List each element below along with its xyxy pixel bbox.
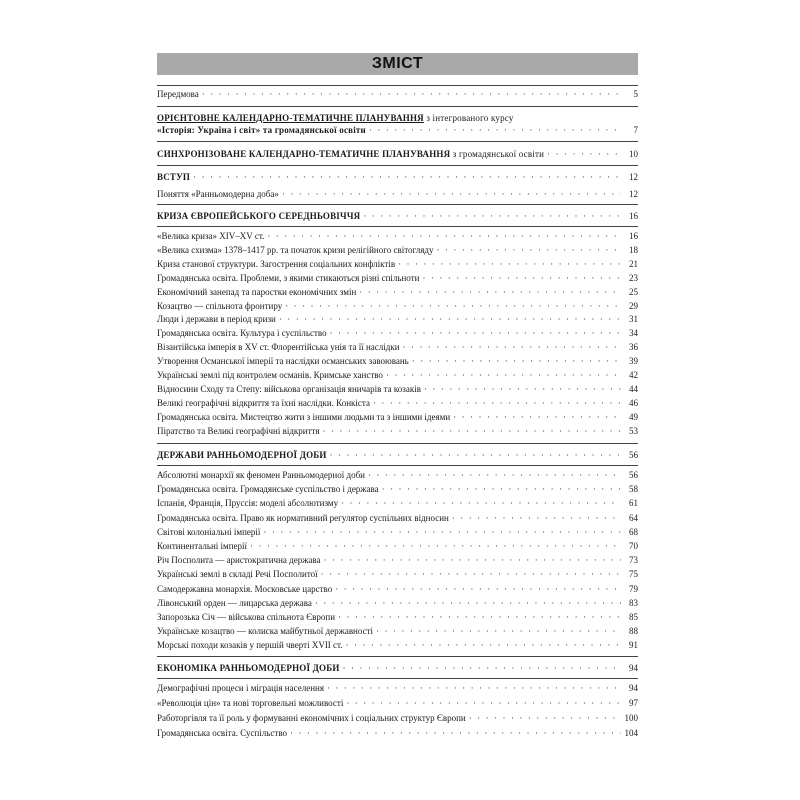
toc-entry[interactable]: Морські походи козаків у першій чверті XVII ст. · · · 91 [157, 640, 638, 651]
toc-section[interactable]: ВСТУП · · · 12 [157, 172, 638, 183]
toc-entry[interactable]: Економічний занепад та паростки економічних змін · · · 25 [157, 287, 638, 298]
page-title: ЗМІСТ [157, 53, 638, 75]
toc-entry[interactable]: Криза станової структури. Загострення соціальних конфліктів · · · 21 [157, 259, 638, 270]
toc-entry[interactable]: Українське козацтво — колиска майбутньої державності · · · 88 [157, 626, 638, 637]
toc-entry[interactable]: Громадянська освіта. Суспільство · · · 104 [157, 728, 638, 739]
toc-entry[interactable]: Візантійська імперія в XV ст. Флорентійська унія та її наслідки · · · 36 [157, 342, 638, 353]
section-divider [157, 226, 638, 227]
title-rule [157, 85, 638, 86]
toc-entry[interactable]: Громадянська освіта. Проблеми, з якими стикаються різні спільноти · · · 23 [157, 273, 638, 284]
toc-entry[interactable]: Відносини Сходу та Степу: військова організація яничарів та козаків · · · 44 [157, 384, 638, 395]
toc-entry[interactable]: Самодержавна монархія. Московське царство · · · 79 [157, 584, 638, 595]
section-divider [157, 204, 638, 205]
toc-entry[interactable]: Річ Посполита — аристократична держава · · · 73 [157, 555, 638, 566]
toc-section[interactable]: ДЕРЖАВИ РАННЬОМОДЕРНОЇ ДОБИ · · · 56 [157, 450, 638, 461]
toc-entry[interactable]: Громадянська освіта. Мистецтво жити з іншими людьми та з іншими ідеями · · · 49 [157, 412, 638, 423]
toc-entry[interactable]: Запорозька Січ — військова спільнота Європи · · · 85 [157, 612, 638, 623]
toc-entry[interactable]: «Велика криза» XIV–XV ст. · · · 16 [157, 231, 638, 242]
toc-entry[interactable]: Люди і держави в період кризи · · · 31 [157, 314, 638, 325]
toc-entry[interactable]: Козацтво — спільнота фронтиру · · · 29 [157, 301, 638, 312]
toc-entry[interactable]: Українські землі в складі Речі Посполитої · · · 75 [157, 569, 638, 580]
toc-section[interactable]: ЕКОНОМІКА РАННЬОМОДЕРНОЇ ДОБИ · · · 94 [157, 663, 638, 674]
section-divider [157, 678, 638, 679]
toc-section[interactable]: СИНХРОНІЗОВАНЕ КАЛЕНДАРНО-ТЕМАТИЧНЕ ПЛАНУВАННЯ з громадянської освіти · · · 10 [157, 149, 638, 160]
toc-entry[interactable]: Лівонський орден — лицарська держава · · · 83 [157, 598, 638, 609]
toc-entry[interactable]: Світові колоніальні імперії · · · 68 [157, 527, 638, 538]
toc-entry[interactable]: Великі географічні відкриття та їхні наслідки. Конкіста · · · 46 [157, 398, 638, 409]
toc-section[interactable]: КРИЗА ЄВРОПЕЙСЬКОГО СЕРЕДНЬОВІЧЧЯ · · · 16 [157, 211, 638, 222]
toc-entry[interactable]: Работоргівля та її роль у формуванні економічних і соціальних структур Європи · · · 100 [157, 713, 638, 724]
toc-entry[interactable]: «Велика схизма» 1378–1417 рр. та початок кризи релігійного світогляду · · · 18 [157, 245, 638, 256]
toc-entry[interactable]: Абсолютні монархії як феномен Ранньомодерної доби · · · 56 [157, 470, 638, 481]
section-divider [157, 165, 638, 166]
toc-entry[interactable]: Піратство та Великі географічні відкриття · · · 53 [157, 426, 638, 437]
section-divider [157, 141, 638, 142]
toc-entry[interactable]: Громадянська освіта. Право як нормативний регулятор суспільних відносин · · · 64 [157, 513, 638, 524]
toc-entry[interactable]: Континентальні імперії · · · 70 [157, 541, 638, 552]
toc-entry[interactable]: Поняття «Ранньомодерна доба» · · · 12 [157, 189, 638, 200]
section-divider [157, 443, 638, 444]
section-divider [157, 656, 638, 657]
toc-entry[interactable]: Передмова · · · 5 [157, 89, 638, 100]
table-of-contents [157, 53, 638, 738]
toc-entry[interactable]: Демографічні процеси і міграція населення · · · 94 [157, 683, 638, 694]
toc-entry[interactable]: «Революція цін» та нові торговельні можливості · · · 97 [157, 698, 638, 709]
toc-entry[interactable]: Іспанія, Франція, Пруссія: моделі абсолютизму · · · 61 [157, 498, 638, 509]
toc-section-line2[interactable]: «Історія: Україна і світ» та громадянської освіти · · · 7 [157, 125, 638, 136]
toc-entry[interactable]: Громадянська освіта. Громадянське суспільство і держава · · · 58 [157, 484, 638, 495]
toc-entry[interactable]: Утворення Османської імперії та наслідки османських завоювань · · · 39 [157, 356, 638, 367]
toc-section[interactable]: ОРІЄНТОВНЕ КАЛЕНДАРНО-ТЕМАТИЧНЕ ПЛАНУВАННЯ з інтегрованого курсу [157, 113, 514, 123]
toc-entry[interactable]: Громадянська освіта. Культура і суспільство · · · 34 [157, 328, 638, 339]
toc-entry[interactable]: Українські землі під контролем османів. Кримське ханство · · · 42 [157, 370, 638, 381]
section-divider [157, 106, 638, 107]
section-divider [157, 465, 638, 466]
